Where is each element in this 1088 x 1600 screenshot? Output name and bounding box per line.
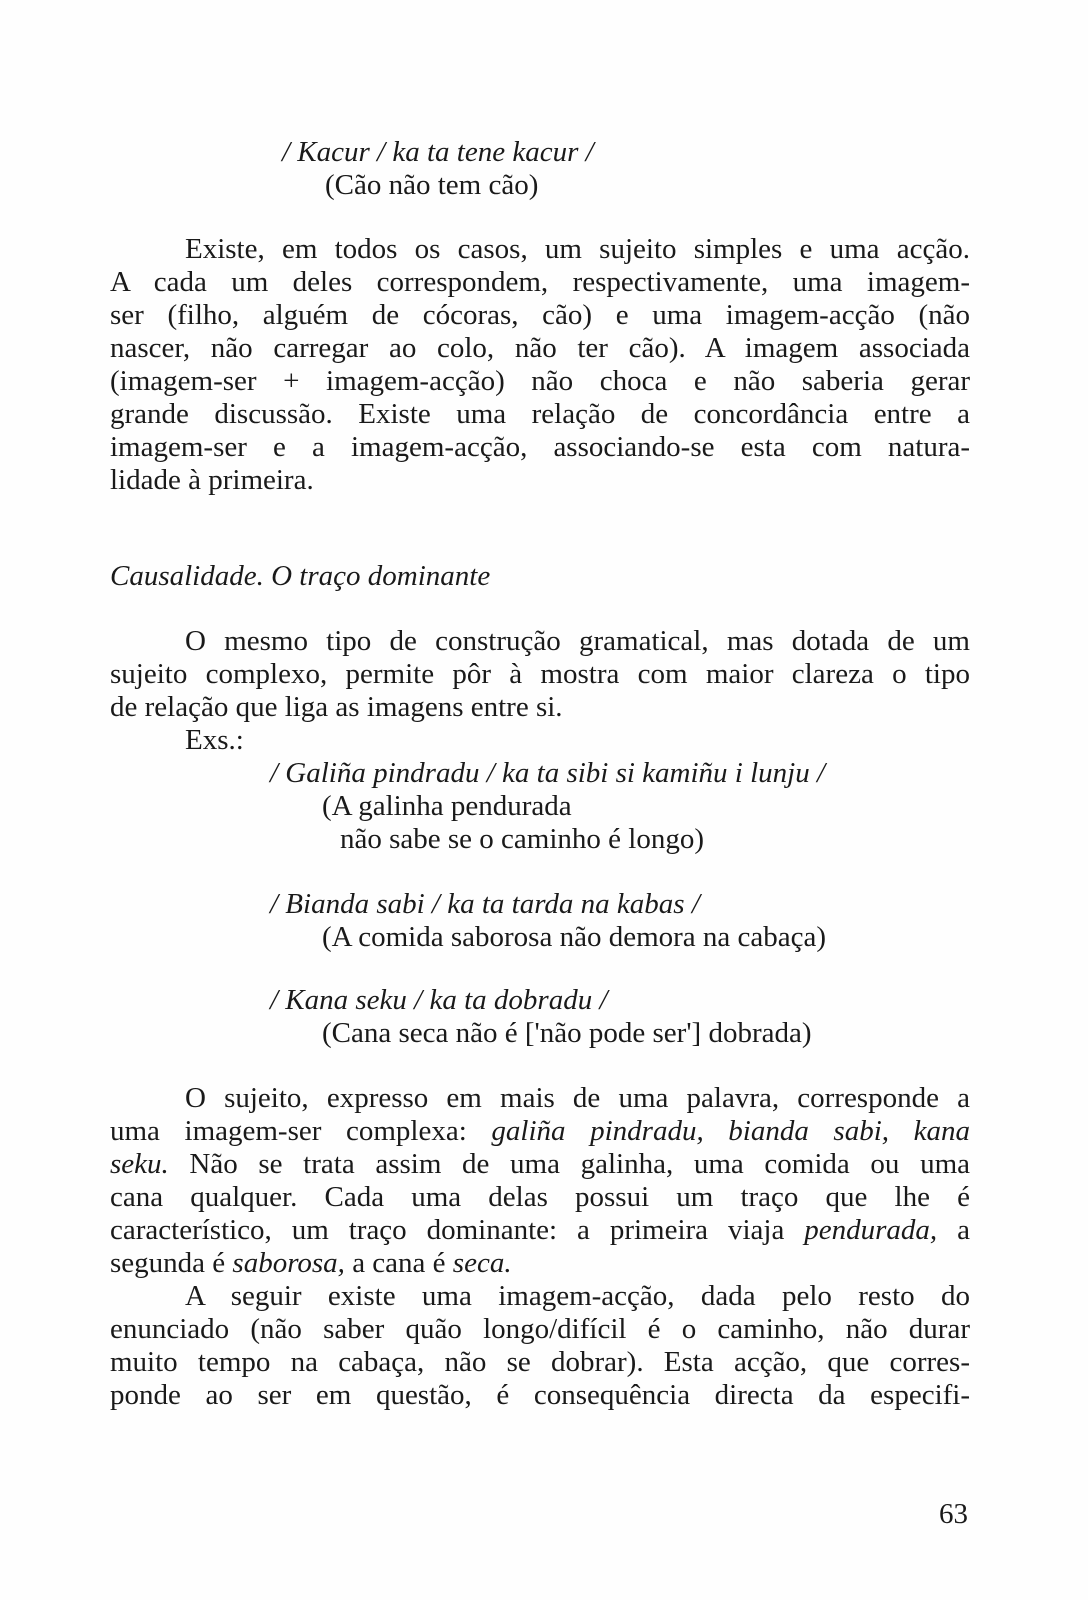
paragraph-line: de relação que liga as imagens entre si. [110, 691, 563, 723]
paragraph-line: cana qualquer. Cada uma delas possui um traço que lhe é [110, 1181, 970, 1213]
example-crioulo: / Kana seku / ka ta dobradu / [270, 984, 608, 1016]
text-run: a [937, 1214, 970, 1246]
paragraph-line: lidade à primeira. [110, 464, 314, 496]
paragraph-line: Existe, em todos os casos, um sujeito simples e uma acção. [185, 233, 970, 265]
paragraph-line: A seguir existe uma imagem-acção, dada pelo resto do [185, 1280, 970, 1312]
paragraph-line [110, 1247, 512, 1280]
paragraph-line: sujeito complexo, permite pôr à mostra com maior clareza o tipo [110, 658, 970, 690]
paragraph-line [110, 1115, 970, 1148]
examples-label: Exs.: [185, 724, 244, 756]
paragraph-line: O mesmo tipo de construção gramatical, mas dotada de um [185, 625, 970, 657]
text-run: característico, um traço dominante: a primeira viaja [110, 1214, 805, 1246]
paragraph-line: nascer, não carregar ao colo, não ter cão). A imagem associada [110, 332, 970, 364]
paragraph-line: O sujeito, expresso em mais de uma palavra, corresponde a [185, 1082, 970, 1114]
example-translation: (A comida saborosa não demora na cabaça) [322, 921, 827, 953]
section-heading: Causalidade. O traço dominante [110, 560, 491, 592]
example-crioulo: / Galiña pindradu / ka ta sibi si kamiñu i lunju / [270, 757, 826, 789]
paragraph-line: A cada um deles correspondem, respectivamente, uma imagem- [110, 266, 970, 298]
text-run: Não se trata assim de uma galinha, uma comida ou uma [168, 1148, 970, 1180]
example-crioulo: / Bianda sabi / ka ta tarda na kabas / [270, 888, 700, 920]
paragraph-line: ponde ao ser em questão, é consequência directa da especifi- [110, 1379, 970, 1411]
page-number: 63 [939, 1498, 968, 1530]
example-translation: (A galinha pendurada [322, 790, 572, 822]
paragraph-line [110, 1148, 970, 1181]
text-run: pendurada, [804, 1214, 938, 1246]
text-run: seku. [110, 1148, 169, 1180]
paragraph-line: enunciado (não saber quão longo/difícil é o caminho, não durar [110, 1313, 970, 1345]
text-run: a cana é [344, 1247, 453, 1279]
example-translation: (Cana seca não é ['não pode ser'] dobrada) [322, 1017, 812, 1049]
example-translation: não sabe se o caminho é longo) [340, 823, 705, 855]
example-translation: (Cão não tem cão) [325, 169, 539, 201]
paragraph-line: ser (filho, alguém de cócoras, cão) e uma imagem-acção (não [110, 299, 970, 331]
page-body [110, 0, 970, 1600]
paragraph-line: imagem-ser e a imagem-acção, associando-se esta com natura- [110, 431, 970, 463]
text-run: galiña pindradu, bianda sabi, kana [491, 1115, 970, 1147]
paragraph-line: grande discussão. Existe uma relação de concordância entre a [110, 398, 970, 430]
paragraph-line: muito tempo na cabaça, não se dobrar). Esta acção, que corres- [110, 1346, 970, 1378]
text-run: seca. [452, 1247, 512, 1279]
text-run: saborosa, [232, 1247, 345, 1279]
text-run: uma imagem-ser complexa: [110, 1115, 492, 1147]
paragraph-line [110, 1214, 970, 1247]
paragraph-line: (imagem-ser + imagem-acção) não choca e não saberia gerar [110, 365, 970, 397]
example-crioulo: / Kacur / ka ta tene kacur / [282, 136, 594, 168]
text-run: segunda é [110, 1247, 233, 1279]
